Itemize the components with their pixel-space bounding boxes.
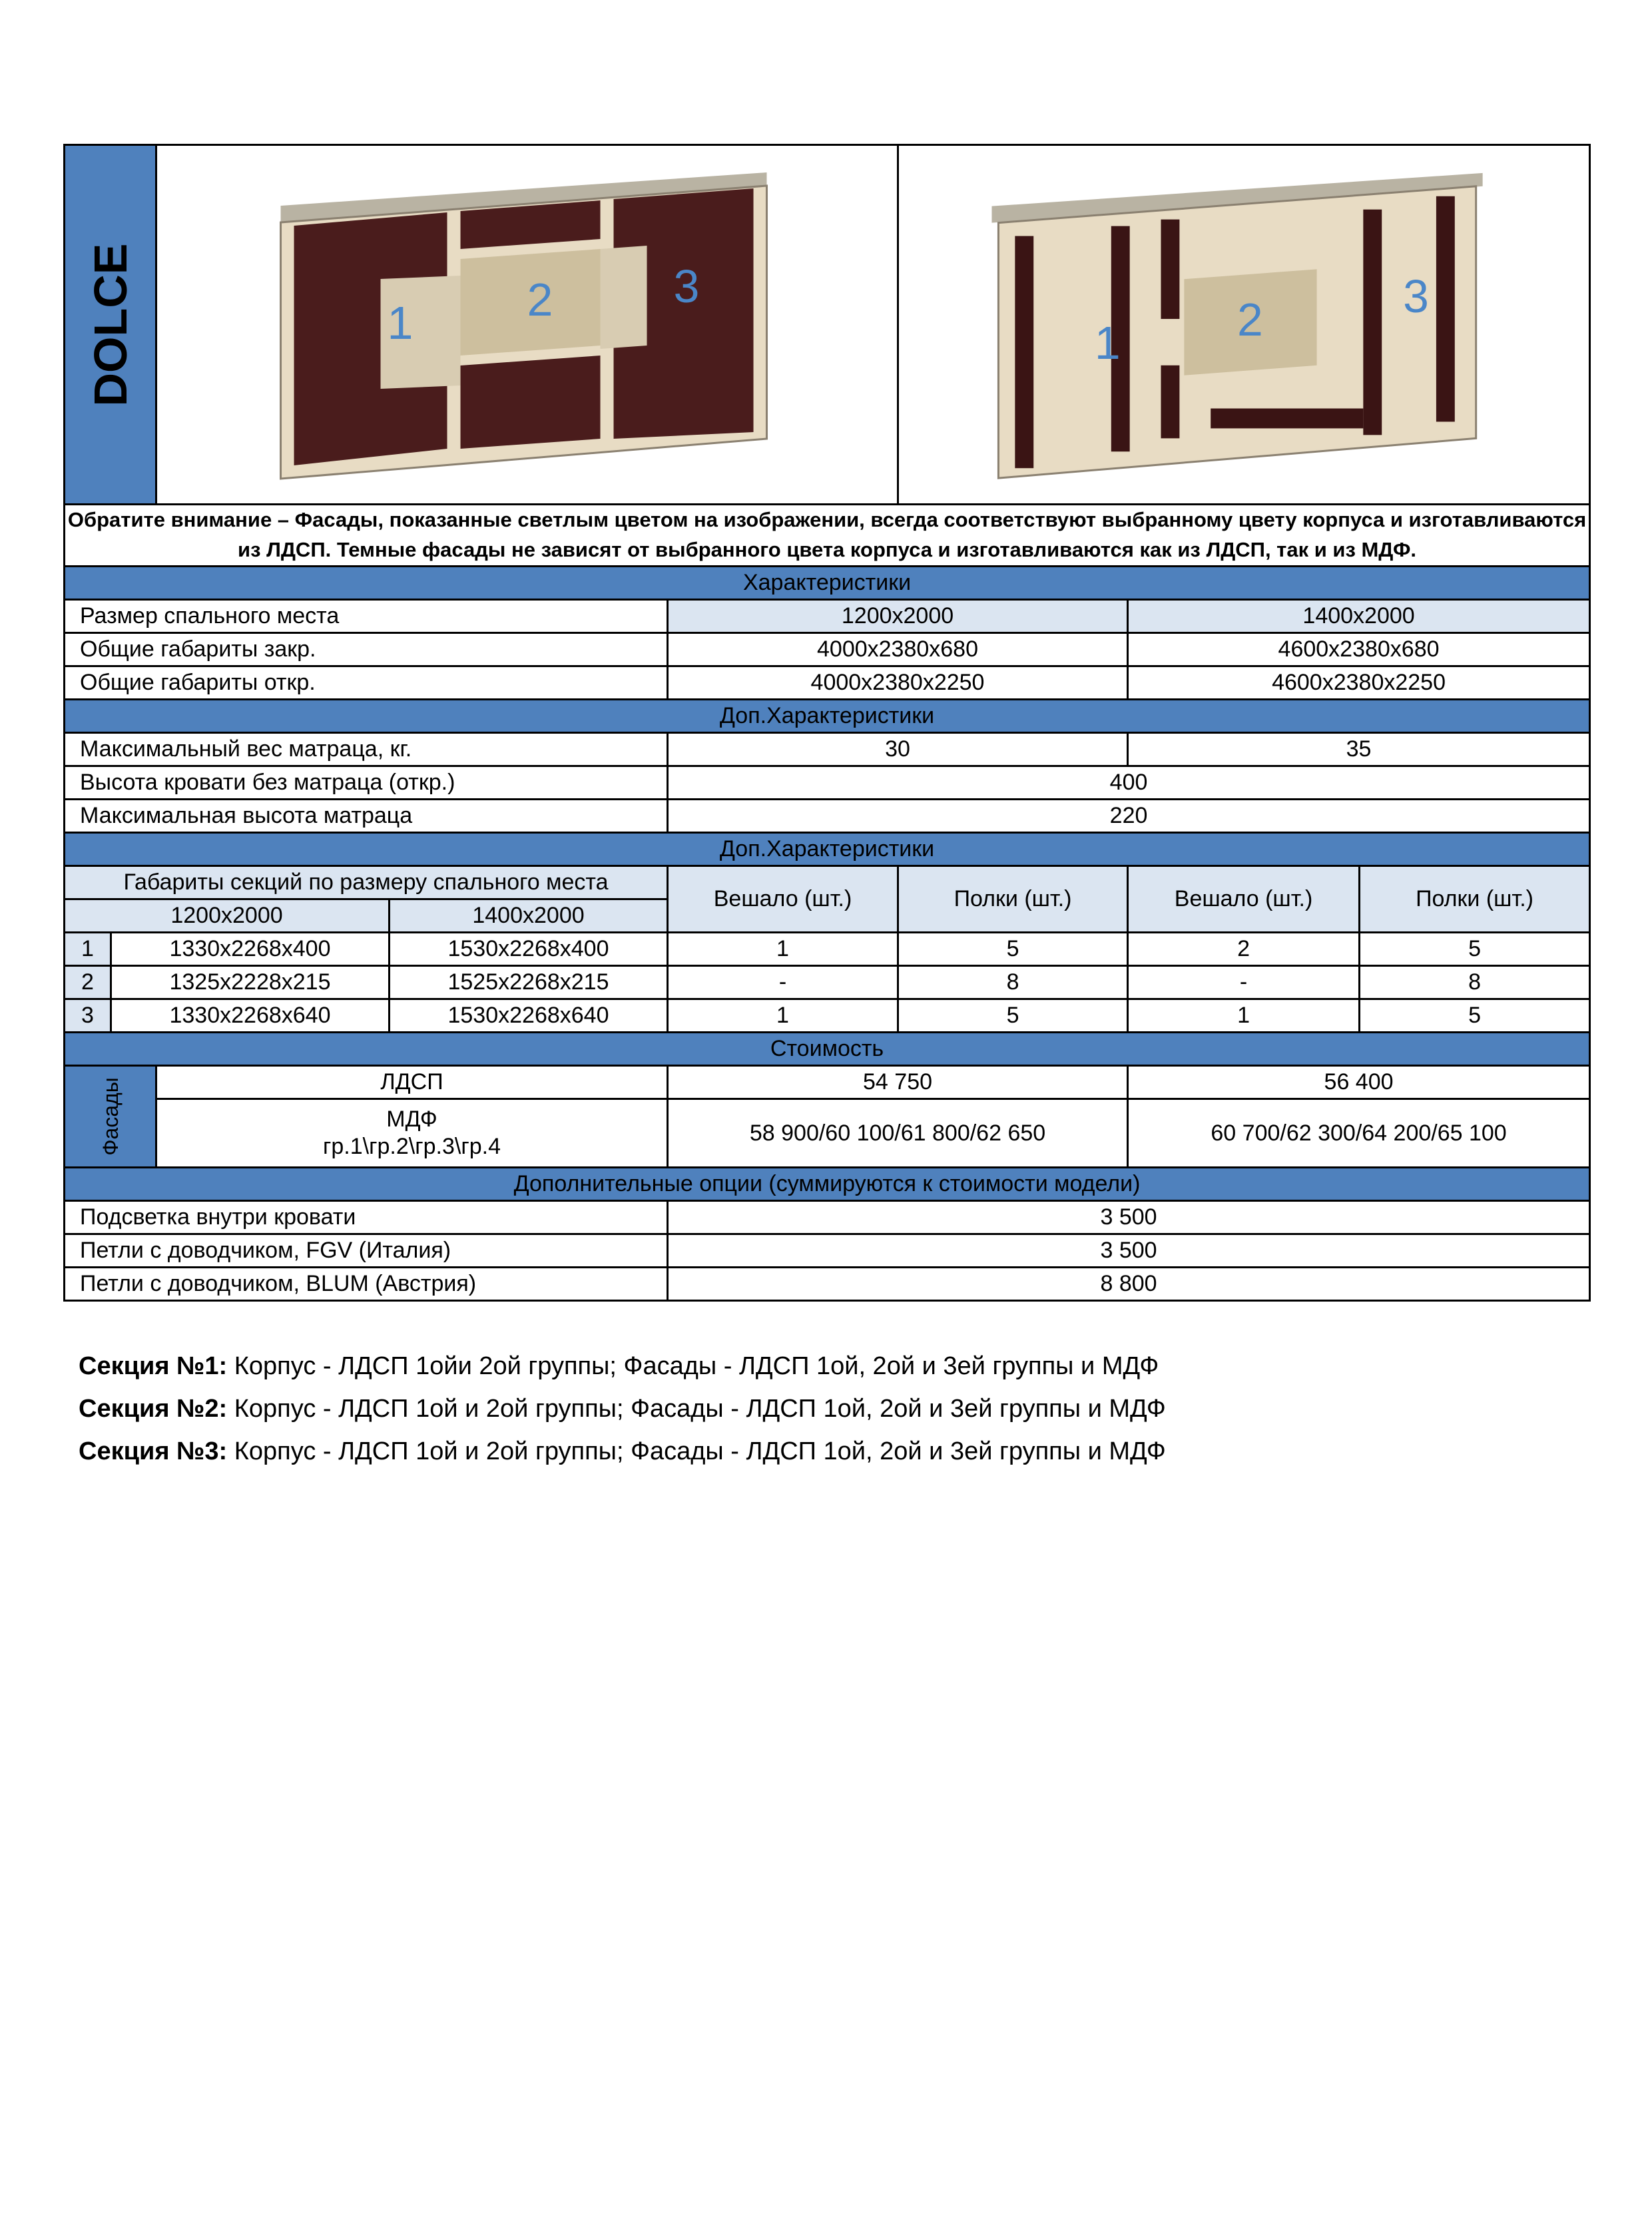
hanger-header-1200: Вешало (шт.) bbox=[668, 866, 898, 933]
options-header: Дополнительные опции (суммируются к стоимости модели) bbox=[65, 1168, 1590, 1201]
section-label-2: 2 bbox=[527, 274, 553, 326]
size-1200: 1200x2000 bbox=[668, 600, 1128, 633]
hanger-1400: 2 bbox=[1128, 933, 1360, 966]
section-label-3: 3 bbox=[1403, 270, 1429, 323]
hanger-1400: 1 bbox=[1128, 999, 1360, 1033]
note-text: Корпус - ЛДСП 1ой и 2ой группы; Фасады - ЛДСП 1ой, 2ой и 3ей группы и МДФ bbox=[227, 1395, 1166, 1423]
section-note-1 bbox=[79, 1345, 1166, 1387]
table-row bbox=[65, 933, 1590, 966]
mdf-price-1200: 58 900/60 100/61 800/62 650 bbox=[668, 1099, 1128, 1168]
section-note-2 bbox=[79, 1387, 1166, 1430]
option-price: 3 500 bbox=[668, 1201, 1590, 1234]
dims-1400: 1530x2268x400 bbox=[390, 933, 668, 966]
option-price: 8 800 bbox=[668, 1268, 1590, 1301]
section-note-3 bbox=[79, 1430, 1166, 1473]
ldsp-price-1200: 54 750 bbox=[668, 1066, 1128, 1099]
shelves-1200: 5 bbox=[898, 999, 1128, 1033]
cell-value: 4000x2380x2250 bbox=[668, 666, 1128, 700]
hanger-1200: 1 bbox=[668, 999, 898, 1033]
open-bed-image bbox=[898, 145, 1590, 505]
section-label-1: 1 bbox=[1094, 316, 1121, 369]
mdf-groups: гр.1\гр.2\гр.3\гр.4 bbox=[322, 1134, 501, 1159]
mdf-label: МДФ bbox=[386, 1107, 437, 1132]
dims-1200: 1330x2268x400 bbox=[111, 933, 390, 966]
shelves-header-1400: Полки (шт.) bbox=[1360, 866, 1590, 933]
table-row bbox=[65, 966, 1590, 999]
ldsp-price-1400: 56 400 bbox=[1128, 1066, 1590, 1099]
note-title: Секция №3: bbox=[79, 1437, 228, 1465]
spec-table bbox=[63, 144, 1591, 1302]
hanger-header-1400: Вешало (шт.) bbox=[1128, 866, 1360, 933]
hanger-1200: - bbox=[668, 966, 898, 999]
facade-color-note: Обратите внимание – Фасады, показанные светлым цветом на изображении, всегда соответствуют выбранному цвету корпуса и изготавливаются из ЛДСП. Темные фасады не зависят от выбранного цвета корпуса и изготавливаются как из ЛДСП, так и из МДФ. bbox=[65, 505, 1590, 567]
row-label: Высота кровати без матраца (откр.) bbox=[65, 766, 668, 800]
ldsp-label: ЛДСП bbox=[156, 1066, 668, 1099]
closed-wardrobe-illustration bbox=[157, 146, 897, 503]
price-header: Стоимость bbox=[65, 1033, 1590, 1066]
facades-label: Фасады bbox=[98, 1077, 123, 1156]
brand-cell bbox=[65, 145, 156, 505]
mdf-label-cell bbox=[156, 1099, 668, 1168]
section-number: 3 bbox=[65, 999, 111, 1033]
note-title: Секция №2: bbox=[79, 1395, 228, 1423]
dims-1200: 1325x2228x215 bbox=[111, 966, 390, 999]
shelves-1400: 8 bbox=[1360, 966, 1590, 999]
note-text: Корпус - ЛДСП 1ойи 2ой группы; Фасады - ЛДСП 1ой, 2ой и 3ей группы и МДФ bbox=[227, 1352, 1159, 1380]
shelves-1200: 8 bbox=[898, 966, 1128, 999]
closed-bed-image bbox=[156, 145, 898, 505]
size-1200-header: 1200x2000 bbox=[65, 899, 390, 933]
hanger-1200: 1 bbox=[668, 933, 898, 966]
cell-value: 30 bbox=[668, 733, 1128, 766]
row-label: Максимальная высота матраца bbox=[65, 800, 668, 833]
cell-value: 4600x2380x2250 bbox=[1128, 666, 1590, 700]
sections-header: Доп.Характеристики bbox=[65, 833, 1590, 866]
shelves-1400: 5 bbox=[1360, 999, 1590, 1033]
facades-label-cell bbox=[65, 1066, 156, 1168]
row-label: Общие габариты откр. bbox=[65, 666, 668, 700]
dims-1400: 1530x2268x640 bbox=[390, 999, 668, 1033]
section-label-1: 1 bbox=[387, 297, 413, 349]
section-number: 1 bbox=[65, 933, 111, 966]
dims-1400: 1525x2268x215 bbox=[390, 966, 668, 999]
section-label-3: 3 bbox=[673, 260, 700, 312]
hanger-1400: - bbox=[1128, 966, 1360, 999]
row-label: Общие габариты закр. bbox=[65, 633, 668, 666]
spec-sheet bbox=[63, 144, 1589, 1302]
open-wardrobe-illustration bbox=[899, 146, 1589, 503]
extra-header: Доп.Характеристики bbox=[65, 700, 1590, 733]
row-label: Размер спального места bbox=[65, 600, 668, 633]
shelves-1400: 5 bbox=[1360, 933, 1590, 966]
size-1400-header: 1400x2000 bbox=[390, 899, 668, 933]
size-1400: 1400x2000 bbox=[1128, 600, 1590, 633]
characteristics-header: Характеристики bbox=[65, 567, 1590, 600]
shelves-header-1200: Полки (шт.) bbox=[898, 866, 1128, 933]
section-dimensions-header: Габариты секций по размеру спального места bbox=[65, 866, 668, 899]
section-notes bbox=[79, 1345, 1166, 1473]
shelves-1200: 5 bbox=[898, 933, 1128, 966]
note-text: Корпус - ЛДСП 1ой и 2ой группы; Фасады - ЛДСП 1ой, 2ой и 3ей группы и МДФ bbox=[227, 1437, 1166, 1465]
mdf-price-1400: 60 700/62 300/64 200/65 100 bbox=[1128, 1099, 1590, 1168]
option-price: 3 500 bbox=[668, 1234, 1590, 1268]
row-label: Максимальный вес матраца, кг. bbox=[65, 733, 668, 766]
table-row bbox=[65, 999, 1590, 1033]
option-label: Петли с доводчиком, FGV (Италия) bbox=[65, 1234, 668, 1268]
cell-value: 4000x2380x680 bbox=[668, 633, 1128, 666]
cell-value: 220 bbox=[668, 800, 1590, 833]
section-number: 2 bbox=[65, 966, 111, 999]
cell-value: 4600x2380x680 bbox=[1128, 633, 1590, 666]
option-label: Подсветка внутри кровати bbox=[65, 1201, 668, 1234]
option-label: Петли с доводчиком, BLUM (Австрия) bbox=[65, 1268, 668, 1301]
brand-title: DOLCE bbox=[84, 243, 137, 406]
section-label-2: 2 bbox=[1237, 293, 1263, 346]
note-title: Секция №1: bbox=[79, 1352, 228, 1380]
dims-1200: 1330x2268x640 bbox=[111, 999, 390, 1033]
cell-value: 400 bbox=[668, 766, 1590, 800]
cell-value: 35 bbox=[1128, 733, 1590, 766]
